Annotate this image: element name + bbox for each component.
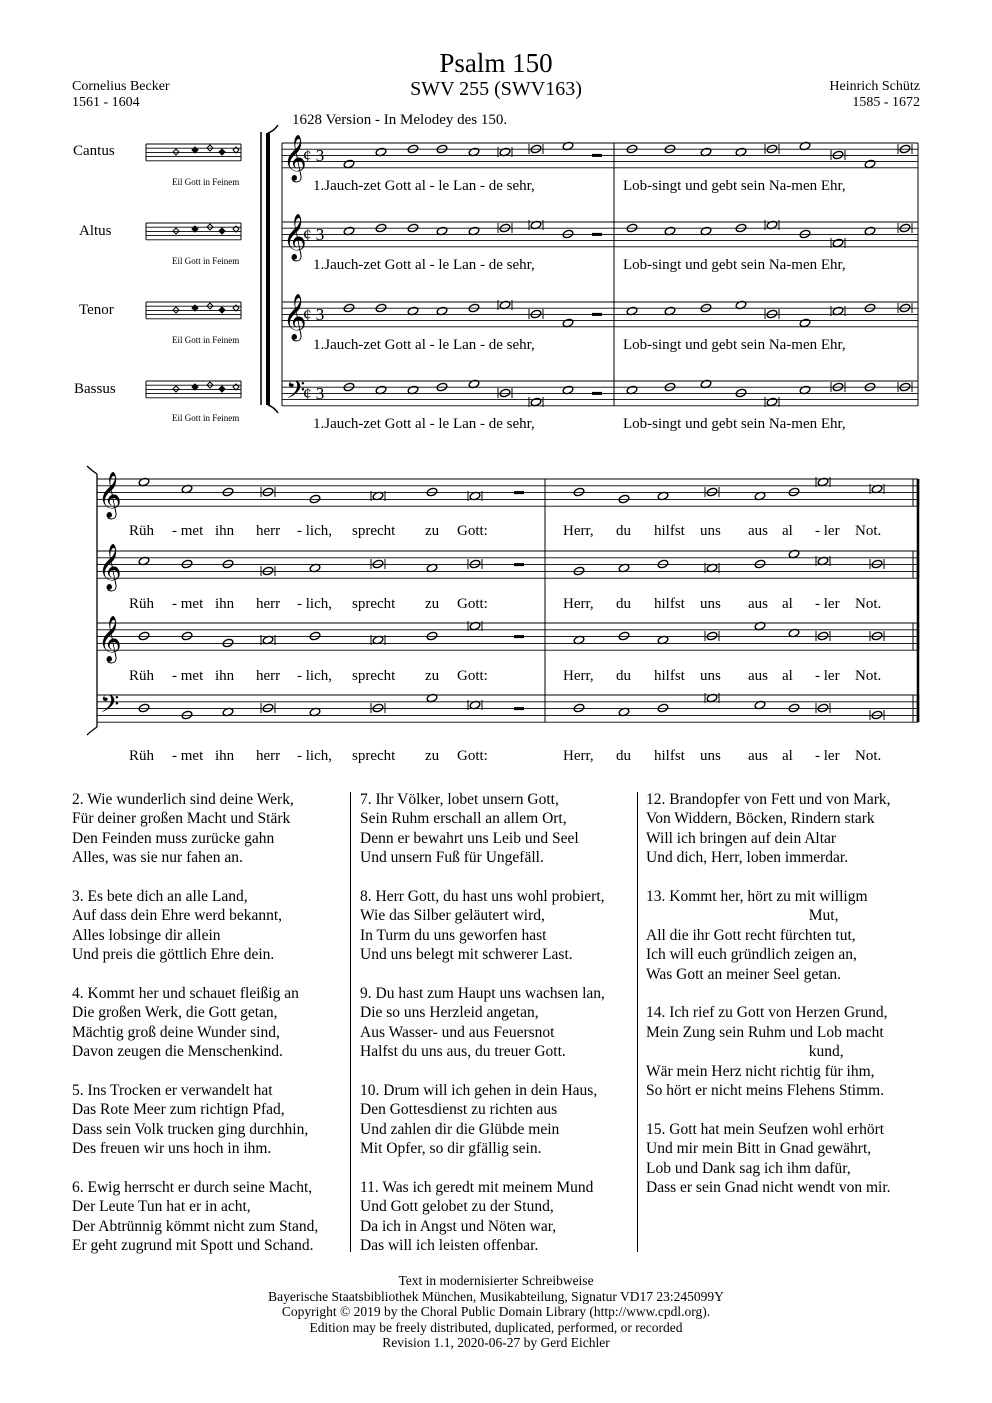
stanza-5: 5. Ins Trocken er verwandelt hat Das Rote Meer zum richtign Pfad, Dass sein Volk trucken ging durchhin, Des freuen wir uns hoch in ihm. [72,1082,309,1158]
incipit-text-bassus: Eil Gott in Feinem [172,413,240,423]
lyric-s2-syllable: Herr, [563,596,594,612]
note [469,559,481,569]
lyric-s1-bassus-a: 1.Jauch-zet Gott al - le Lan - de sehr, [313,416,535,432]
time-signature: ¢ 3 [303,225,325,244]
footer-line-4: Edition may be freely distributed, duplicated, performed, or recorded [309,1319,683,1335]
bracket-hook [268,405,278,413]
lyric-s2-syllable: Not. [855,523,882,539]
incipit-text-altus: Eil Gott in Feinem [172,256,240,266]
note [817,703,829,713]
lyric-s2-syllable: - lich, [297,748,332,764]
lyric-s2-syllable: Not. [855,596,882,612]
lyric-s2-syllable: uns [700,668,721,684]
lyric-s2-syllable: zu [425,596,440,612]
lyric-s2-syllable: Herr, [563,668,594,684]
rest [592,392,602,395]
lyric-s2-syllable: - ler [815,523,840,539]
lyric-s2-syllable: Not. [855,668,882,684]
treble-clef-icon: 𝄞 [98,472,122,517]
note [871,631,883,641]
note [309,631,321,641]
stanza-14: 14. Ich rief zu Gott von Herzen Grund, Mein Zung sein Ruhm und Lob macht kund, Wär mein Herz nicht richtig für ihm, So hört er nicht meins Flehens Stimm. [646,1004,888,1100]
note [372,559,384,569]
voice-label-cantus: Cantus [73,143,115,159]
lyric-s2-syllable: Rüh [129,748,155,764]
lyric-s2-syllable: hilfst [654,596,685,612]
lyric-s2-syllable: Gott: [457,668,488,684]
lyric-s1-tenor-b: Lob-singt und gebt sein Na-men Ehr, [623,337,846,353]
lyric-s2-syllable: sprecht [352,596,396,612]
stanza-10: 10. Drum will ich gehen in dein Haus, Den Gottesdienst zu richten aus Und zahlen dir die Glübde mein Mit Opfer, so dir gfällig sein. [360,1082,598,1158]
treble-clef-icon: 𝄞 [283,214,307,259]
lyric-s2-syllable: uns [700,596,721,612]
column-divider-2 [637,792,638,1252]
stanza-13: 13. Kommt her, hört zu mit willigm Mut, All die ihr Gott recht fürchten tut, Ich will euch gründlich zeigen an, Was Gott an meiner Seel getan. [646,888,868,983]
stanza-7: 7. Ihr Völker, lobet unsern Gott, Sein Ruhm erschall an allem Ort, Denn er bewahrt uns Leib und Seel Und unsern Fuß für Ungefäll. [360,791,579,867]
lyric-s2-syllable: Rüh [129,596,155,612]
lyric-s2-syllable: sprecht [352,668,396,684]
rest [592,154,602,157]
stanza-15: 15. Gott hat mein Seufzen wohl erhört Und mir mein Bitt in Gnad gewährt, Lob und Dank sag ich ihm dafür, Dass er sein Gnad nicht wendt von mir. [646,1120,891,1197]
poet-name: Cornelius Becker [72,79,170,94]
rest [514,563,524,566]
lyric-s2-syllable: - ler [815,748,840,764]
lyric-s2-syllable: du [616,523,631,539]
voice-label-altus: Altus [79,223,112,239]
composer-name: Heinrich Schütz [829,79,920,94]
poet-dates: 1561 - 1604 [72,95,140,110]
voice-label-tenor: Tenor [79,302,114,318]
incipit-note [219,386,225,392]
note [426,631,438,641]
note [573,487,585,497]
lyric-s2-syllable: Gott: [457,748,488,764]
time-signature: ¢ 3 [303,384,325,403]
lyric-s1-altus-a: 1.Jauch-zet Gott al - le Lan - de sehr, [313,257,535,273]
stanza-column-2 [360,790,640,1275]
lyric-s2-syllable: - ler [815,668,840,684]
lyric-s2-syllable: Gott: [457,596,488,612]
rest [592,313,602,316]
lyric-s2-syllable: aus [748,668,768,684]
lyric-s2-syllable: herr [256,523,281,539]
bass-clef-icon: 𝄢 [100,691,120,724]
note [788,487,800,497]
lyric-s2-syllable: Gott: [457,523,488,539]
lyric-s2-syllable: sprecht [352,748,396,764]
lyric-s2-syllable: Rüh [129,523,155,539]
lyric-s2-syllable: Rüh [129,668,155,684]
lyric-s2-syllable: zu [425,668,440,684]
lyric-s2-syllable: ihn [215,596,235,612]
bracket-hook [87,727,97,735]
lyric-s2-syllable: ihn [215,668,235,684]
lyric-s2-syllable: - lich, [297,668,332,684]
lyric-s2-syllable: zu [425,748,440,764]
lyric-s2-syllable: hilfst [654,523,685,539]
footer-line-3: Copyright © 2019 by the Choral Public Domain Library (http://www.cpdl.org). [281,1304,711,1319]
rest [514,707,524,710]
stanza-12: 12. Brandopfer von Fett und von Mark, Von Widdern, Böcken, Rindern stark Will ich bringen auf dein Altar Und dich, Herr, loben immerdar. [646,791,891,867]
lyric-s2-syllable: Herr, [563,748,594,764]
stanza-3: 3. Es bete dich an alle Land, Auf dass dein Ehre werd bekannt, Alles lobsinge dir allein Und preis die göttlich Ehre dein. [72,888,283,964]
note [706,487,718,497]
lyric-s1-cantus-b: Lob-singt und gebt sein Na-men Ehr, [623,178,846,194]
rest [514,635,524,638]
note [181,559,193,569]
lyric-s2-syllable: zu [425,523,440,539]
stanza-9: 9. Du hast zum Haupt uns wachsen lan, Die so uns Herzleid angetan, Aus Wasser- und aus Feuersnot Halfst du uns aus, du treuer Gott. [360,985,605,1061]
lyric-s2-syllable: al [782,748,793,764]
incipit-note [219,228,225,234]
lyric-s2-syllable: sprecht [352,523,396,539]
footer [0,1273,992,1351]
lyric-s2-syllable: - met [172,748,204,764]
lyric-s2-syllable: aus [748,523,768,539]
note [138,631,150,641]
bracket-hook [268,125,278,133]
incipit-note [219,149,225,155]
lyric-s2-syllable: - lich, [297,523,332,539]
stanza-column-3 [646,790,926,1217]
note [657,703,669,713]
lyric-s2-syllable: ihn [215,748,235,764]
lyric-s1-cantus-a: 1.Jauch-zet Gott al - le Lan - de sehr, [313,178,535,194]
note [788,703,800,713]
lyric-s2-syllable: - met [172,523,204,539]
bracket-hook [87,466,97,474]
lyric-s2-syllable: du [616,748,631,764]
note [181,631,193,641]
lyric-s2-syllable: Not. [855,748,882,764]
note [222,487,234,497]
stanza-4: 4. Kommt her und schauet fleißig an Die großen Werk, die Gott getan, Mächtig groß deine Wunder sind, Davon zeugen die Menschenkind. [72,985,299,1061]
note [657,559,669,569]
stanza-11: 11. Was ich geredt mit meinem Mund Und Gott gelobet zu der Stund, Da ich in Angst und Nöten war, Das will ich leisten offenbar. [360,1179,594,1255]
lyric-s2-syllable: hilfst [654,748,685,764]
lyric-s2-syllable: du [616,596,631,612]
treble-clef-icon: 𝄞 [283,294,307,339]
rest [514,491,524,494]
stanza-6: 6. Ewig herrscht er durch seine Macht, Der Leute Tun hat er in acht, Der Abtrünnig kömmt nicht zum Stand, Er geht zugrund mit Spott und Schand. [72,1179,319,1255]
lyric-s2-syllable: herr [256,668,281,684]
note [871,559,883,569]
page-title: Psalm 150 [439,48,553,78]
version-note: 1628 Version - In Melodey des 150. [292,112,508,128]
voice-label-bassus: Bassus [74,381,116,397]
note [262,487,274,497]
column-divider-1 [350,792,351,1252]
page-subtitle: SWV 255 (SWV163) [410,78,582,100]
footer-line-5: Revision 1.1, 2020-06-27 by Gerd Eichler [382,1335,610,1350]
lyric-s2-syllable: uns [700,748,721,764]
composer-dates: 1585 - 1672 [852,95,920,110]
note [138,703,150,713]
lyric-s2-syllable: aus [748,748,768,764]
lyric-s2-syllable: ihn [215,523,235,539]
rest [592,233,602,236]
note [426,487,438,497]
lyric-s2-syllable: - met [172,596,204,612]
treble-clef-icon: 𝄞 [98,544,122,589]
note [754,559,766,569]
note [262,703,274,713]
lyric-s1-bassus-b: Lob-singt und gebt sein Na-men Ehr, [623,416,846,432]
time-signature: ¢ 3 [303,146,325,165]
lyric-s2-syllable: du [616,668,631,684]
bass-clef-icon: 𝄢 [286,377,306,410]
footer-line-2: Bayerische Staatsbibliothek München, Musikabteilung, Signatur VD17 23:245099Y [268,1288,724,1304]
note [222,559,234,569]
lyric-s1-tenor-a: 1.Jauch-zet Gott al - le Lan - de sehr, [313,337,535,353]
note [372,703,384,713]
lyric-s2-syllable: uns [700,523,721,539]
note [706,631,718,641]
footer-line-1: Text in modernisierter Schreibweise [398,1273,594,1288]
lyric-s2-syllable: - lich, [297,596,332,612]
lyric-s2-syllable: - met [172,668,204,684]
lyric-s2-syllable: al [782,523,793,539]
lyric-s2-syllable: al [782,668,793,684]
lyric-s1-altus-b: Lob-singt und gebt sein Na-men Ehr, [623,257,846,273]
lyric-s2-syllable: aus [748,596,768,612]
lyric-s2-syllable: al [782,596,793,612]
note [573,703,585,713]
incipit-text-tenor: Eil Gott in Feinem [172,335,240,345]
stanza-8: 8. Herr Gott, du hast uns wohl probiert, Wie das Silber geläutert wird, In Turm du uns geworfen hast Und uns belegt mit schwerer Last. [360,888,605,964]
stanza-column-1 [72,790,352,1275]
treble-clef-icon: 𝄞 [98,616,122,661]
stanza-2: 2. Wie wunderlich sind deine Werk, Für deiner großen Macht und Stärk Den Feinden muss zurücke gahn Alles, was sie nur fahen an. [72,791,294,867]
note [817,631,829,641]
incipit-note [219,307,225,313]
note [618,631,630,641]
incipit-text-cantus: Eil Gott in Feinem [172,177,240,187]
lyric-s2-syllable: Herr, [563,523,594,539]
treble-clef-icon: 𝄞 [283,135,307,180]
lyric-s2-syllable: herr [256,748,281,764]
lyric-s2-syllable: herr [256,596,281,612]
time-signature: ¢ 3 [303,305,325,324]
lyric-s2-syllable: - ler [815,596,840,612]
lyric-s2-syllable: hilfst [654,668,685,684]
